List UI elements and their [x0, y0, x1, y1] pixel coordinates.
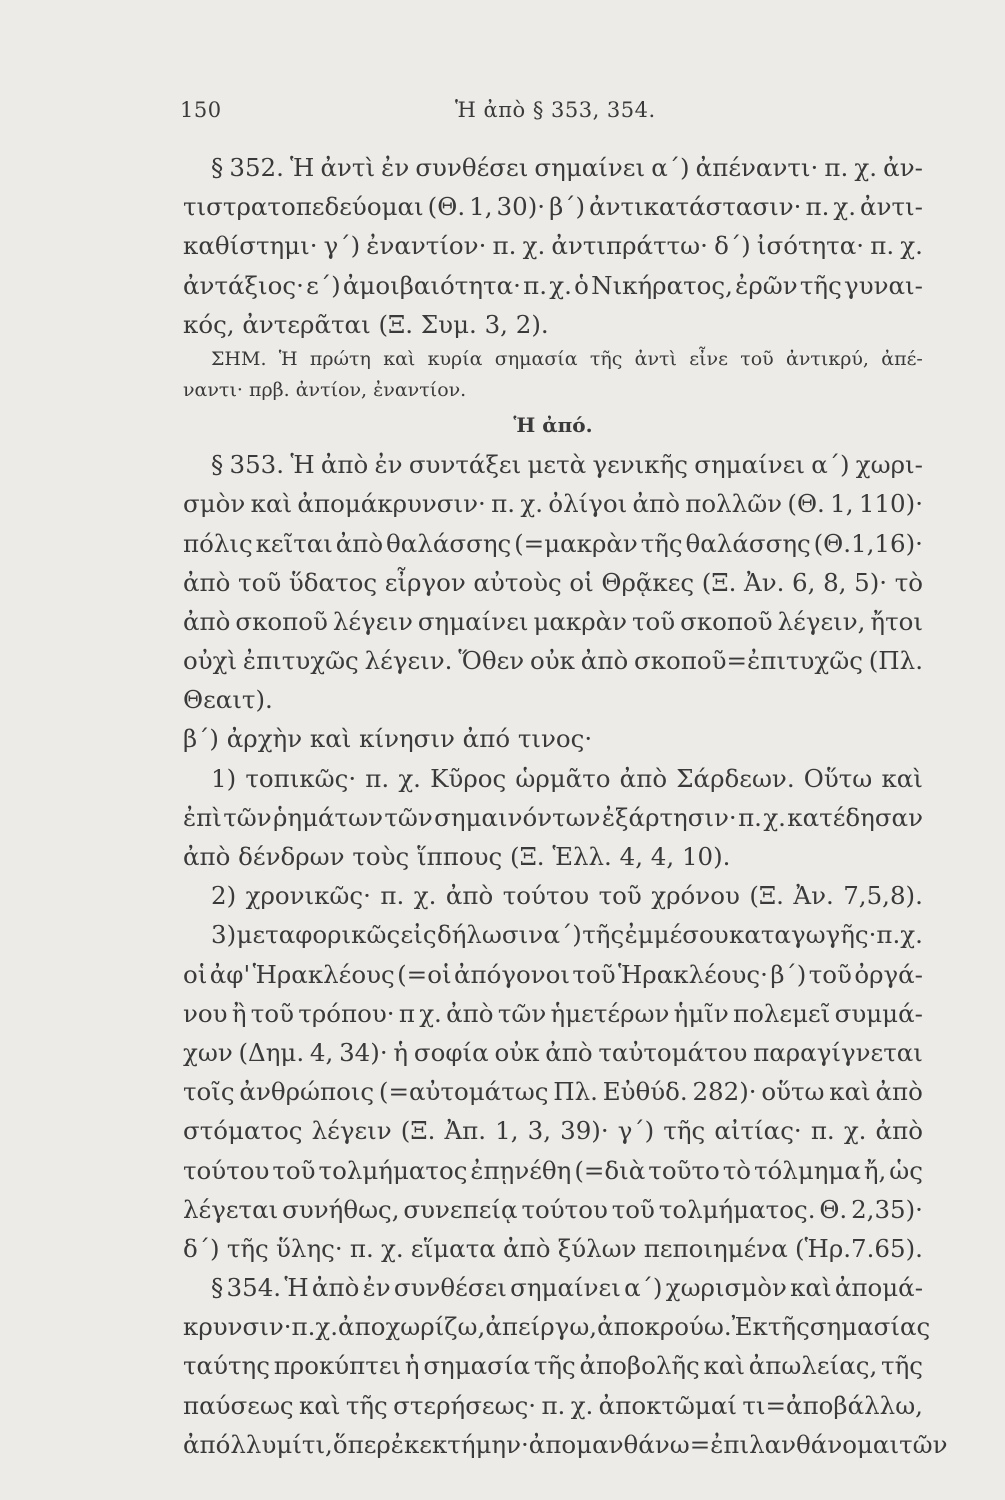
- text-line: σμὸν καὶ ἀπομάκρυνσιν· π. χ. ὀλίγοι ἀπὸ πολλῶν (Θ. 1, 110)·: [183, 489, 923, 519]
- text-line: καθίστημι· γ΄) ἐναντίον· π. χ. ἀντιπράττω· δ΄) ἰσότητα· π. χ.: [183, 231, 923, 261]
- text-line: δ΄) τῆς ὕλης· π. χ. εἵματα ἀπὸ ξύλων πεποιημένα (Ἡρ.7.65).: [183, 1233, 923, 1263]
- text-line: ἀπὸ σκοποῦ λέγειν σημαίνει μακρὰν τοῦ σκοποῦ λέγειν, ἤτοι: [183, 606, 923, 636]
- running-title: Ἡ ἀπὸ § 353, 354.: [455, 98, 656, 122]
- text-line: Θεαιτ).: [183, 685, 273, 715]
- text-line: § 352. Ἡ ἀντὶ ἐν συνθέσει σημαίνει α΄) ἀπέναντι· π. χ. ἀν-: [211, 153, 923, 182]
- text-line: πόλις κεῖται ἀπὸ θαλάσσης (=μακρὰν τῆς θαλάσσης (Θ.1,16)·: [183, 528, 923, 558]
- text-line: οἱ ἀφ' Ἡρακλέους (=οἱ ἀπόγονοι τοῦ Ἡρακλέους· β΄) τοῦ ὀργά-: [183, 959, 923, 989]
- text-line: § 354. Ἡ ἀπὸ ἐν συνθέσει σημαίνει α΄) χωρισμὸν καὶ ἀπομά-: [211, 1273, 923, 1303]
- text-line: οὐχὶ ἐπιτυχῶς λέγειν. Ὅθεν οὐκ ἀπὸ σκοποῦ=ἐπιτυχῶς (Πλ.: [183, 646, 923, 676]
- text-line: ἀντάξιος· ε΄) ἀμοιβαιότητα· π. χ. ὁ Νικήρατος, ἐρῶν τῆς γυναι-: [183, 270, 923, 300]
- text-line: ἐπὶ τῶν ῥημάτων τῶν σημαινόντων ἐξάρτησιν· π. χ. κατέδησαν: [183, 802, 923, 832]
- text-line: τούτου τοῦ τολμήματος ἐπῃνέθη (=διὰ τοῦτο τὸ τόλμημα ἤ, ὡς: [183, 1155, 923, 1185]
- text-line: στόματος λέγειν (Ξ. Ἀπ. 1, 3, 39)· γ΄) τῆς αἰτίας· π. χ. ἀπὸ: [183, 1116, 923, 1146]
- text-line: ταύτης προκύπτει ἡ σημασία τῆς ἀποβολῆς καὶ ἀπωλείας, τῆς: [183, 1351, 923, 1381]
- text-line: ΣΗΜ. Ἡ πρώτη καὶ κυρία σημασία τῆς ἀντὶ εἶνε τοῦ ἀντικρύ, ἀπέ-: [211, 347, 923, 370]
- text-line: ναντι· πρβ. ἀντίον, ἐναντίον.: [183, 378, 467, 401]
- page-number: 150: [180, 98, 222, 122]
- text-line: β΄) ἀρχὴν καὶ κίνησιν ἀπό τινος·: [183, 724, 593, 754]
- text-line: 2) χρονικῶς· π. χ. ἀπὸ τούτου τοῦ χρόνου (Ξ. Ἀν. 7,5,8).: [211, 881, 923, 911]
- text-line: λέγεται συνήθως, συνεπείᾳ τούτου τοῦ τολμήματος. Θ. 2,35)·: [183, 1194, 923, 1224]
- running-header: [180, 98, 920, 128]
- text-line: 1) τοπικῶς· π. χ. Κῦρος ὡρμᾶτο ἀπὸ Σάρδεων. Οὕτω καὶ: [211, 763, 923, 793]
- text-line: § 353. Ἡ ἀπὸ ἐν συντάξει μετὰ γενικῆς σημαίνει α΄) χωρι-: [211, 450, 923, 480]
- text-line: νου ἢ τοῦ τρόπου· π χ. ἀπὸ τῶν ἡμετέρων ἡμῖν πολεμεῖ συμμά-: [183, 998, 923, 1028]
- text-line: ἀπὸ τοῦ ὕδατος εἶργον αὐτοὺς οἱ Θρᾷκες (Ξ. Ἀν. 6, 8, 5)· τὸ: [183, 567, 923, 597]
- text-line: κρυνσιν· π. χ. ἀποχωρίζω, ἀπείργω, ἀποκρούω. Ἐκ τῆς σημασίας: [183, 1312, 931, 1342]
- page-body-text: [183, 148, 948, 1464]
- text-line: ἀπόλλυμί τι, ὅπερ ἐκεκτήμην· ἀπομανθάνω=ἐπιλανθάνομαι τῶν: [183, 1429, 948, 1459]
- text-line: ἀπὸ δένδρων τοὺς ἵππους (Ξ. Ἑλλ. 4, 4, 10).: [183, 842, 731, 871]
- text-line: 3) μεταφορικῶς εἰς δήλωσιν α΄) τῆς ἐμμέσου καταγωγῆς·π.χ.: [211, 920, 923, 950]
- text-line: τιστρατοπεδεύομαι (Θ. 1, 30)· β΄) ἀντικατάστασιν· π. χ. ἀντι-: [183, 192, 923, 222]
- text-line: κός, ἀντερᾶται (Ξ. Συμ. 3, 2).: [183, 309, 549, 339]
- text-line: τοῖς ἀνθρώποις (=αὐτομάτως Πλ. Εὐθύδ. 282)· οὕτω καὶ ἀπὸ: [183, 1077, 923, 1107]
- text-line: χων (Δημ. 4, 34)· ἡ σοφία οὐκ ἀπὸ ταὐτομάτου παραγίγνεται: [183, 1037, 923, 1067]
- text-line: παύσεως καὶ τῆς στερήσεως· π. χ. ἀποκτῶμαί τι=ἀποβάλλω,: [183, 1390, 923, 1420]
- section-heading: Ἡ ἀπό.: [513, 412, 593, 437]
